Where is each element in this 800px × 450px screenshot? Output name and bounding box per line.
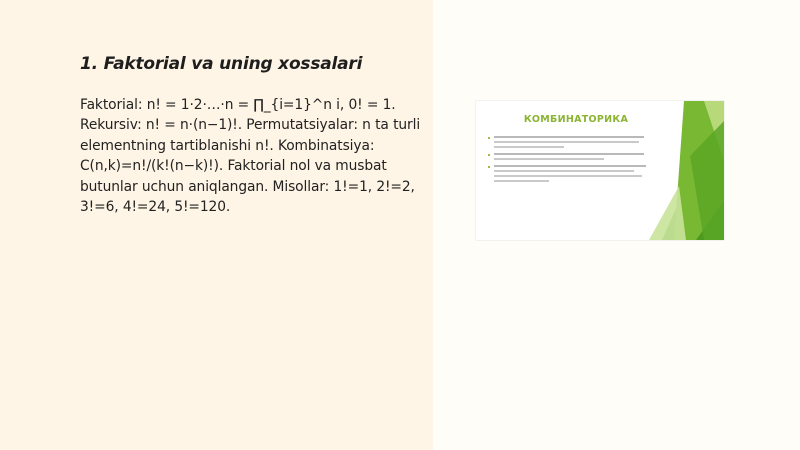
bullet-icon	[488, 166, 490, 168]
text-line-placeholder	[494, 136, 644, 138]
thumbnail-bullet	[488, 165, 648, 182]
slide-title: 1. Faktorial va uning xossalari	[80, 54, 363, 74]
thumbnail-title: КОМБИНАТОРИКА	[523, 114, 629, 125]
bullet-icon	[488, 154, 490, 156]
text-line-placeholder	[494, 153, 644, 155]
text-line-placeholder	[494, 141, 639, 143]
text-line-placeholder	[494, 146, 564, 148]
text-line-placeholder	[494, 180, 549, 182]
slide-thumbnail-image	[476, 101, 724, 240]
thumbnail-bullet-list	[488, 136, 648, 187]
text-line-placeholder	[494, 165, 646, 167]
slide-body-text: Faktorial: n! = 1·2·…·n = ∏_{i=1}^n i, 0! = 1. Rekursiv: n! = n·(n−1)!. Permutatsiyalar: n ta turli elementning tartiblanishi n!. Kombinatsiya: C(n,k)=n!/(k!(n−k)!). Faktorial nol va musbat butunlar uchun aniqlangan. Misollar: 1!=1, 2!=2, 3!=6, 4!=24, 5!=120.	[80, 97, 421, 216]
thumbnail-bullet	[488, 153, 648, 160]
text-line-placeholder	[494, 170, 634, 172]
bullet-icon	[488, 137, 490, 139]
text-line-placeholder	[494, 175, 642, 177]
text-line-placeholder	[494, 158, 604, 160]
thumbnail-bullet	[488, 136, 648, 148]
